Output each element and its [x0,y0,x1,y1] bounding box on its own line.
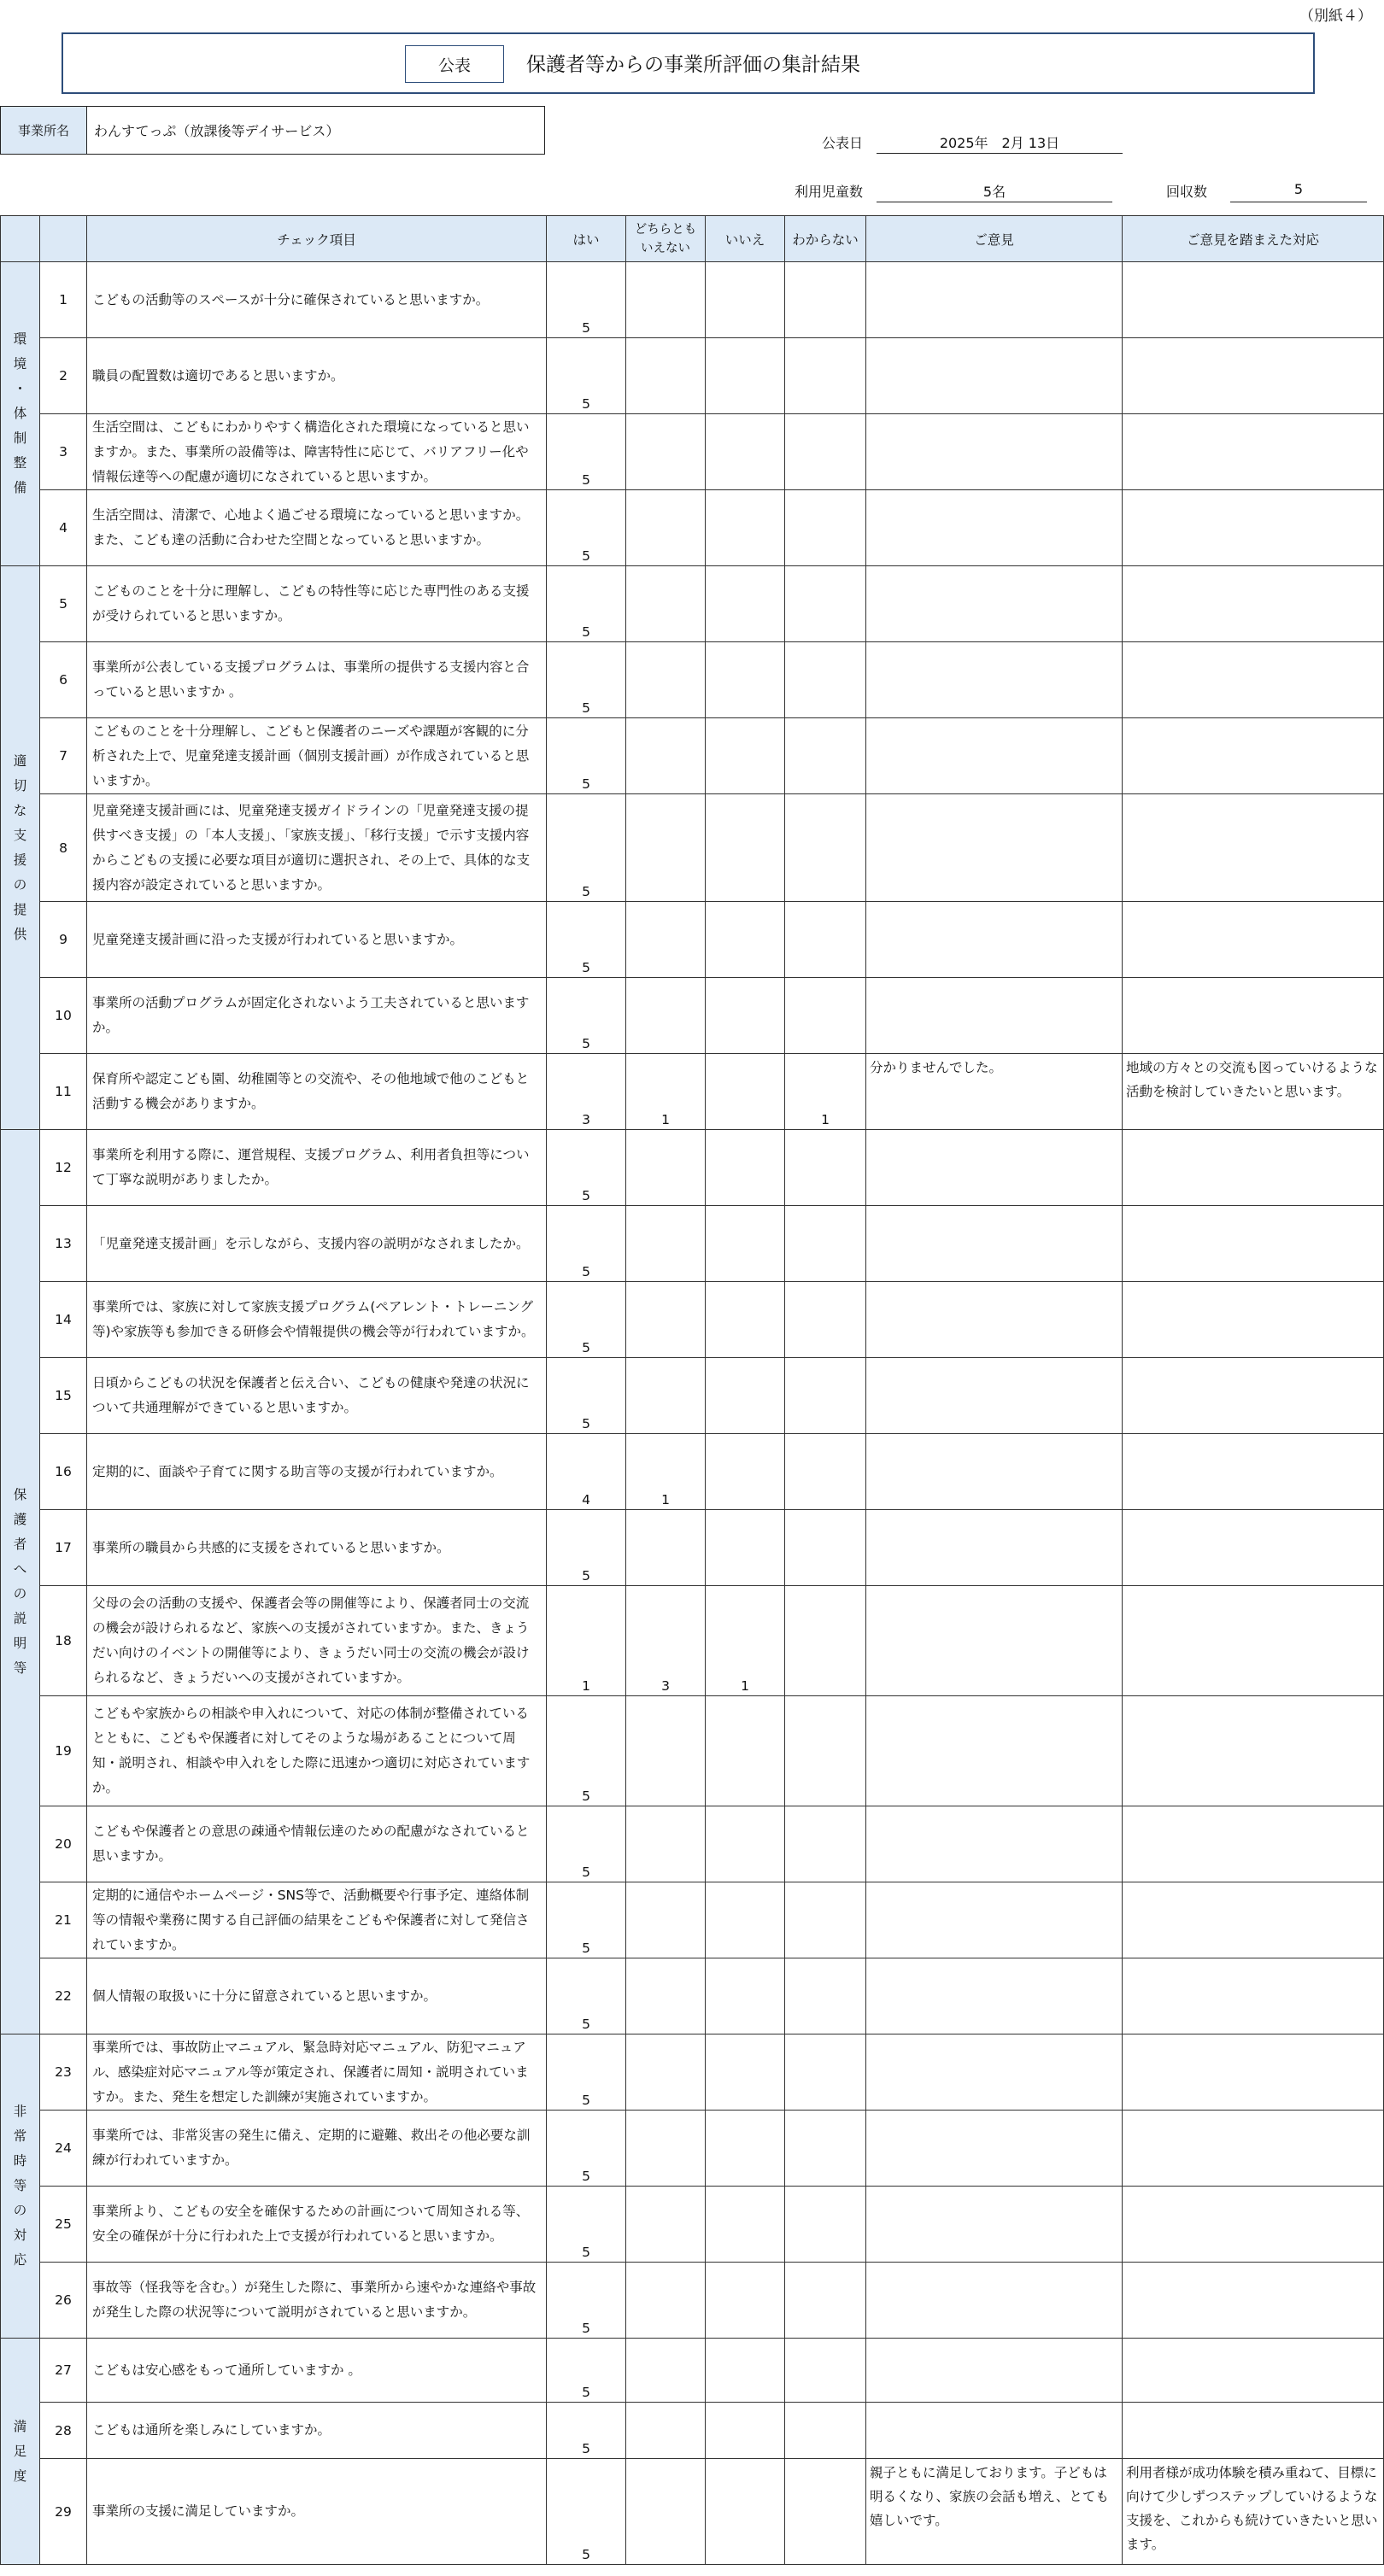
item-number: 5 [40,566,87,642]
item-number: 16 [40,1434,87,1510]
check-item-text: 事故等（怪我等を含む。）が発生した際に、事業所から速やかな連絡や事故が発生した際の状況等について説明がされていると思いますか。 [87,2263,547,2339]
count-no [706,1958,785,2034]
item-number: 6 [40,642,87,718]
opinion-text [866,338,1123,414]
table-row [1,566,1384,642]
item-number: 3 [40,414,87,490]
count-unknown [785,2339,866,2403]
count-yes: 5 [547,2034,626,2111]
count-neither [626,2111,706,2187]
item-number: 26 [40,2263,87,2339]
count-no [706,2034,785,2111]
header-neither-line1: どちらとも [634,222,697,237]
count-yes: 4 [547,1434,626,1510]
office-name: わんすてっぷ（放課後等デイサービス） [94,123,340,139]
opinion-text [866,262,1123,338]
header-no: いいえ [706,216,785,262]
response-text [1123,490,1384,566]
count-unknown [785,262,866,338]
count-no [706,262,785,338]
table-row [1,2459,1384,2565]
check-item-text: こどもや家族からの相談や申入れについて、対応の体制が整備されているとともに、こどもや保護者に対してそのような場があることについて周知・説明され、相談や申入れをした際に迅速かつ適切に対応されていますか。 [87,1696,547,1806]
check-item-text: 事業所を利用する際に、運営規程、支援プログラム、利用者負担等について丁寧な説明がありましたか。 [87,1130,547,1206]
page-title: 保護者等からの事業所評価の集計結果 [526,54,860,76]
count-no [706,414,785,490]
header-neither [626,216,706,262]
count-unknown [785,1282,866,1358]
opinion-text [866,2403,1123,2459]
check-item-text: 児童発達支援計画に沿った支援が行われていると思いますか。 [87,902,547,978]
count-unknown [785,2111,866,2187]
opinion-text [866,1958,1123,2034]
count-no [706,902,785,978]
count-unknown [785,1806,866,1882]
item-number: 21 [40,1882,87,1958]
count-neither [626,490,706,566]
count-neither [626,2034,706,2111]
item-number: 15 [40,1358,87,1434]
item-number: 23 [40,2034,87,2111]
count-neither [626,566,706,642]
count-yes: 5 [547,642,626,718]
count-neither [626,2339,706,2403]
count-yes: 5 [547,978,626,1054]
table-row [1,1586,1384,1696]
count-yes: 5 [547,2339,626,2403]
opinion-text [866,1434,1123,1510]
count-neither [626,1696,706,1806]
header-blank-category [1,216,40,262]
opinion-text [866,1510,1123,1586]
office-label: 事業所名 [1,107,87,154]
count-neither: 1 [626,1434,706,1510]
item-number: 11 [40,1054,87,1130]
opinion-text [866,718,1123,794]
table-row [1,902,1384,978]
count-yes: 5 [547,2111,626,2187]
count-no [706,718,785,794]
count-yes: 5 [547,1958,626,2034]
opinion-text [866,1282,1123,1358]
header-opinion: ご意見 [866,216,1123,262]
item-number: 17 [40,1510,87,1586]
check-item-text: 事業所より、こどもの安全を確保するための計画について周知される等、安全の確保が十分に行われた上で支援が行われていると思いますか。 [87,2187,547,2263]
opinion-text [866,794,1123,902]
count-unknown [785,338,866,414]
opinion-text [866,2111,1123,2187]
count-yes: 5 [547,414,626,490]
item-number: 22 [40,1958,87,2034]
count-yes: 5 [547,902,626,978]
count-unknown [785,1882,866,1958]
opinion-text [866,2339,1123,2403]
opinion-text [866,642,1123,718]
category-label [1,2034,40,2339]
publish-badge: 公表 [405,45,504,83]
count-no [706,2263,785,2339]
count-neither [626,642,706,718]
count-yes: 5 [547,1510,626,1586]
count-unknown: 1 [785,1054,866,1130]
opinion-text: 分かりませんでした。 [866,1054,1123,1130]
check-item-text: 個人情報の取扱いに十分に留意されていると思いますか。 [87,1958,547,2034]
count-neither [626,1130,706,1206]
count-unknown [785,1586,866,1696]
annex-label: （別紙４） [1299,8,1372,25]
opinion-text [866,1806,1123,1882]
count-yes: 5 [547,566,626,642]
check-item-text: こどもの活動等のスペースが十分に確保されていると思いますか。 [87,262,547,338]
check-item-text: こどものことを十分に理解し、こどもの特性等に応じた専門性のある支援が受けられていると思いますか。 [87,566,547,642]
count-unknown [785,2187,866,2263]
opinion-text [866,566,1123,642]
opinion-text [866,490,1123,566]
table-row [1,1510,1384,1586]
count-yes: 5 [547,2459,626,2565]
count-neither [626,1510,706,1586]
table-row [1,1806,1384,1882]
response-text [1123,2187,1384,2263]
table-row [1,262,1384,338]
count-no [706,1130,785,1206]
opinion-text [866,1882,1123,1958]
check-item-text: 「児童発達支援計画」を示しながら、支援内容の説明がなされましたか。 [87,1206,547,1282]
opinion-text [866,1358,1123,1434]
count-no [706,1054,785,1130]
count-unknown [785,1434,866,1510]
count-yes: 5 [547,2187,626,2263]
count-yes: 5 [547,2403,626,2459]
response-text [1123,2403,1384,2459]
count-neither [626,1958,706,2034]
count-no [706,2187,785,2263]
count-neither [626,1282,706,1358]
table-row [1,1054,1384,1130]
response-text [1123,1206,1384,1282]
table-row [1,490,1384,566]
count-unknown [785,902,866,978]
table-row [1,414,1384,490]
count-yes: 5 [547,1882,626,1958]
item-number: 9 [40,902,87,978]
count-neither [626,2187,706,2263]
opinion-text [866,978,1123,1054]
response-text [1123,1586,1384,1696]
check-item-text: 職員の配置数は適切であると思いますか。 [87,338,547,414]
count-no [706,1510,785,1586]
category-label [1,262,40,566]
responses-label: 回収数 [1166,184,1208,200]
item-number: 7 [40,718,87,794]
count-neither [626,414,706,490]
count-neither [626,1358,706,1434]
check-item-text: こどもは通所を楽しみにしていますか。 [87,2403,547,2459]
count-no [706,1882,785,1958]
check-item-text: 事業所では、非常災害の発生に備え、定期的に避難、救出その他必要な訓練が行われていますか。 [87,2111,547,2187]
item-number: 13 [40,1206,87,1282]
count-no [706,1696,785,1806]
count-yes: 5 [547,490,626,566]
count-yes: 5 [547,2263,626,2339]
count-neither [626,978,706,1054]
response-text [1123,642,1384,718]
evaluation-table [0,215,1384,2565]
response-text [1123,2263,1384,2339]
count-unknown [785,2403,866,2459]
item-number: 14 [40,1282,87,1358]
header-blank-number [40,216,87,262]
response-text [1123,978,1384,1054]
category-text: 満 足 度 [13,2418,27,2484]
check-item-text: 生活空間は、清潔で、心地よく過ごせる環境になっていると思いますか。また、こども達の活動に合わせた空間となっていると思いますか。 [87,490,547,566]
header-yes: はい [547,216,626,262]
count-neither [626,1206,706,1282]
response-text [1123,1434,1384,1510]
table-row [1,2111,1384,2187]
count-unknown [785,1358,866,1434]
opinion-text: 親子ともに満足しております。子どもは明るくなり、家族の会話も増え、とても嬉しいです。 [866,2459,1123,2565]
table-row [1,1882,1384,1958]
table-row [1,338,1384,414]
count-unknown [785,1696,866,1806]
check-item-text: 定期的に通信やホームページ・SNS等で、活動概要や行事予定、連絡体制等の情報や業務に関する自己評価の結果をこどもや保護者に対して発信されていますか。 [87,1882,547,1958]
publish-date: 2025年 2月 13日 [877,132,1123,154]
table-row [1,1130,1384,1206]
header-unknown: わからない [785,216,866,262]
opinion-text [866,414,1123,490]
item-number: 28 [40,2403,87,2459]
count-no [706,642,785,718]
item-number: 1 [40,262,87,338]
count-neither [626,794,706,902]
count-unknown [785,414,866,490]
item-number: 29 [40,2459,87,2565]
publish-date-label: 公表日 [822,135,864,151]
response-text [1123,262,1384,338]
count-unknown [785,642,866,718]
response-text: 利用者様が成功体験を積み重ねて、目標に向けて少しずつステップしていけるような支援を、これからも続けていきたいと思います。 [1123,2459,1384,2565]
count-neither [626,1882,706,1958]
response-text [1123,566,1384,642]
item-number: 2 [40,338,87,414]
response-text [1123,794,1384,902]
count-no [706,490,785,566]
table-row [1,2034,1384,2111]
opinion-text [866,1206,1123,1282]
count-unknown [785,490,866,566]
table-row [1,1358,1384,1434]
table-row [1,1696,1384,1806]
users-label: 利用児童数 [795,184,864,200]
category-text: 適 切 な 支 援 の 提 供 [13,752,27,942]
response-text [1123,2111,1384,2187]
count-yes: 1 [547,1586,626,1696]
check-item-text: こどもや保護者との意思の疎通や情報伝達のための配慮がなされていると思いますか。 [87,1806,547,1882]
item-number: 24 [40,2111,87,2187]
count-neither [626,1806,706,1882]
response-text [1123,1806,1384,1882]
count-yes: 5 [547,1130,626,1206]
item-number: 19 [40,1696,87,1806]
opinion-text [866,902,1123,978]
count-unknown [785,2459,866,2565]
response-text [1123,1958,1384,2034]
response-text [1123,1282,1384,1358]
check-item-text: こどものことを十分理解し、こどもと保護者のニーズや課題が客観的に分析された上で、児童発達支援計画（個別支援計画）が作成されていると思いますか。 [87,718,547,794]
count-no [706,2111,785,2187]
table-row [1,1958,1384,2034]
item-number: 4 [40,490,87,566]
table-row [1,1282,1384,1358]
table-row [1,1206,1384,1282]
count-unknown [785,1510,866,1586]
office-name-box [0,106,545,155]
check-item-text: 生活空間は、こどもにわかりやすく構造化された環境になっていると思いますか。また、事業所の設備等は、障害特性に応じて、バリアフリー化や情報伝達等への配慮が適切になされていると思いますか。 [87,414,547,490]
table-row [1,978,1384,1054]
count-no [706,978,785,1054]
check-item-text: 事業所の活動プログラムが固定化されないよう工夫されていると思いますか。 [87,978,547,1054]
count-unknown [785,1206,866,1282]
count-yes: 5 [547,1806,626,1882]
count-no [706,2459,785,2565]
users-count: 5名 [877,181,1112,202]
count-no: 1 [706,1586,785,1696]
count-yes: 5 [547,338,626,414]
item-number: 25 [40,2187,87,2263]
count-no [706,1206,785,1282]
count-neither [626,2403,706,2459]
category-text: 環 境 ・ 体 制 整 備 [13,331,27,495]
check-item-text: 定期的に、面談や子育てに関する助言等の支援が行われていますか。 [87,1434,547,1510]
opinion-text [866,1586,1123,1696]
count-no [706,1358,785,1434]
check-item-text: 父母の会の活動の支援や、保護者会等の開催等により、保護者同士の交流の機会が設けられるなど、家族への支援がされていますか。また、きょうだい向けのイベントの開催等により、きょうだい同士の交流の機会が設けられるなど、きょうだいへの支援がされていますか。 [87,1586,547,1696]
check-item-text: 事業所が公表している支援プログラムは、事業所の提供する支援内容と合っていると思いますか 。 [87,642,547,718]
count-yes: 5 [547,1282,626,1358]
opinion-text [866,1696,1123,1806]
response-text [1123,1882,1384,1958]
count-neither: 1 [626,1054,706,1130]
check-item-text: 児童発達支援計画には、児童発達支援ガイドラインの「児童発達支援の提供すべき支援」の「本人支援」、「家族支援」、「移行支援」で示す支援内容からこどもの支援に必要な項目が適切に選択され、その上で、具体的な支援内容が設定されていると思いますか。 [87,794,547,902]
table-header-row [1,216,1384,262]
count-yes: 5 [547,1206,626,1282]
header-neither-line2: いえない [641,241,690,255]
check-item-text: 保育所や認定こども園、幼稚園等との交流や、その他地域で他のこどもと活動する機会がありますか。 [87,1054,547,1130]
response-text [1123,1696,1384,1806]
check-item-text: 事業所の職員から共感的に支援をされていると思いますか。 [87,1510,547,1586]
category-text: 保 護 者 へ の 説 明 等 [13,1487,27,1676]
count-unknown [785,2263,866,2339]
count-neither [626,338,706,414]
count-yes: 5 [547,1696,626,1806]
response-text [1123,902,1384,978]
count-unknown [785,1130,866,1206]
table-row [1,2339,1384,2403]
count-yes: 3 [547,1054,626,1130]
response-text [1123,1130,1384,1206]
table-row [1,642,1384,718]
table-row [1,2187,1384,2263]
count-no [706,1282,785,1358]
count-neither: 3 [626,1586,706,1696]
response-text [1123,2034,1384,2111]
count-no [706,566,785,642]
table-row [1,794,1384,902]
response-text [1123,1510,1384,1586]
category-label [1,566,40,1130]
count-neither [626,262,706,338]
count-unknown [785,566,866,642]
check-item-text: 事業所では、事故防止マニュアル、緊急時対応マニュアル、防犯マニュアル、感染症対応マニュアル等が策定され、保護者に周知・説明されていますか。また、発生を想定した訓練が実施されていますか。 [87,2034,547,2111]
count-no [706,794,785,902]
count-no [706,1806,785,1882]
count-neither [626,718,706,794]
category-text: 非 常 時 等 の 対 応 [13,2104,27,2268]
category-label [1,2339,40,2565]
item-number: 10 [40,978,87,1054]
item-number: 20 [40,1806,87,1882]
check-item-text: 日頃からこどもの状況を保護者と伝え合い、こどもの健康や発達の状況について共通理解ができていると思いますか。 [87,1358,547,1434]
response-text [1123,338,1384,414]
title-box [62,32,1315,94]
response-text [1123,1358,1384,1434]
count-neither [626,902,706,978]
count-no [706,1434,785,1510]
header-response: ご意見を踏まえた対応 [1123,216,1384,262]
check-item-text: こどもは安心感をもって通所していますか 。 [87,2339,547,2403]
count-no [706,2403,785,2459]
count-unknown [785,718,866,794]
response-text: 地域の方々との交流も図っていけるような活動を検討していきたいと思います。 [1123,1054,1384,1130]
item-number: 12 [40,1130,87,1206]
count-unknown [785,1958,866,2034]
count-unknown [785,794,866,902]
count-unknown [785,978,866,1054]
table-row [1,2263,1384,2339]
count-yes: 5 [547,262,626,338]
count-no [706,2339,785,2403]
check-item-text: 事業所の支援に満足していますか。 [87,2459,547,2565]
response-text [1123,718,1384,794]
count-neither [626,2459,706,2565]
item-number: 27 [40,2339,87,2403]
check-item-text: 事業所では、家族に対して家族支援プログラム(ペアレント・トレーニング等)や家族等も参加できる研修会や情報提供の機会等が行われていますか。 [87,1282,547,1358]
count-yes: 5 [547,794,626,902]
count-yes: 5 [547,1358,626,1434]
count-no [706,338,785,414]
opinion-text [866,2263,1123,2339]
table-row [1,2403,1384,2459]
item-number: 8 [40,794,87,902]
responses-count: 5 [1230,181,1367,202]
opinion-text [866,2034,1123,2111]
table-row [1,718,1384,794]
response-text [1123,414,1384,490]
count-unknown [785,2034,866,2111]
response-text [1123,2339,1384,2403]
opinion-text [866,2187,1123,2263]
category-label [1,1130,40,2034]
table-row [1,1434,1384,1510]
header-check-item: チェック項目 [87,216,547,262]
item-number: 18 [40,1586,87,1696]
count-neither [626,2263,706,2339]
count-yes: 5 [547,718,626,794]
opinion-text [866,1130,1123,1206]
